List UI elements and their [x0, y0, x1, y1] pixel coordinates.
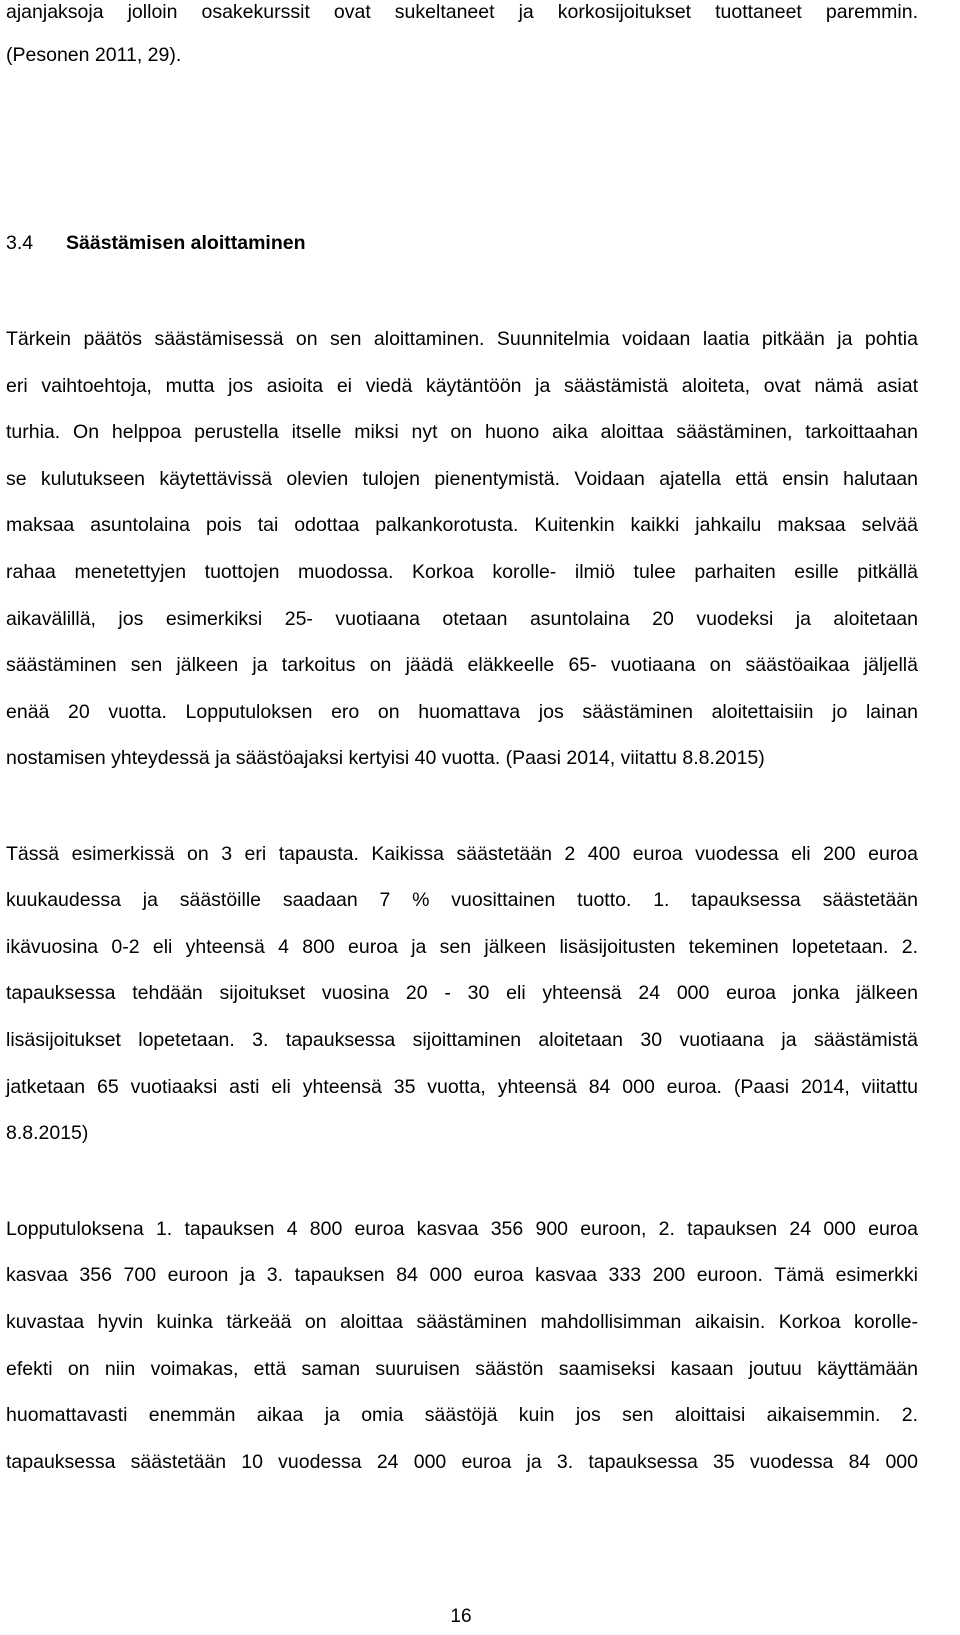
text-line: (Pesonen 2011, 29).: [6, 44, 182, 66]
text-line: efekti on niin voimakas, että saman suuruisen säästön saamiseksi kasaan joutuu käyttämään: [6, 1358, 918, 1380]
text-line: tapauksessa säästetään 10 vuodessa 24 000 euroa ja 3. tapauksessa 35 vuodessa 84 000: [6, 1451, 918, 1473]
text-line: ikävuosina 0-2 eli yhteensä 4 800 euroa ja sen jälkeen lisäsijoitusten tekeminen lopetetaan. 2.: [6, 936, 918, 958]
section-number: 3.4: [6, 232, 34, 254]
text-line: kuukaudessa ja säästöille saadaan 7 % vuosittainen tuotto. 1. tapauksessa säästetään: [6, 889, 918, 911]
text-line: Tärkein päätös säästämisessä on sen aloittaminen. Suunnitelmia voidaan laatia pitkään ja pohtia: [6, 328, 918, 350]
text-line: Tässä esimerkissä on 3 eri tapausta. Kaikissa säästetään 2 400 euroa vuodessa eli 200 euroa: [6, 843, 918, 865]
text-line: 8.8.2015): [6, 1122, 89, 1144]
text-line: aikavälillä, jos esimerkiksi 25- vuotiaana otetaan asuntolaina 20 vuodeksi ja aloitetaan: [6, 608, 918, 630]
text-line: turhia. On helppoa perustella itselle miksi nyt on huono aika aloittaa säästäminen, tarkoittaahan: [6, 421, 918, 443]
text-line: säästäminen sen jälkeen ja tarkoitus on jäädä eläkkeelle 65- vuotiaana on säästöaikaa jäljellä: [6, 654, 918, 676]
text-line: rahaa menetettyjen tuottojen muodossa. Korkoa korolle- ilmiö tulee parhaiten esille pitkällä: [6, 561, 918, 583]
section-title: Säästämisen aloittaminen: [66, 232, 306, 254]
text-line: enää 20 vuotta. Lopputuloksen ero on huomattava jos säästäminen aloitettaisiin jo lainan: [6, 701, 918, 723]
text-line: se kulutukseen käytettävissä olevien tulojen pienentymistä. Voidaan ajatella että ensin halutaan: [6, 468, 918, 490]
page-number: 16: [450, 1606, 472, 1627]
text-line: ajanjaksoja jolloin osakekurssit ovat sukeltaneet ja korkosijoitukset tuottaneet paremmin.: [6, 1, 918, 23]
section-heading: [6, 231, 306, 255]
text-line: eri vaihtoehtoja, mutta jos asioita ei viedä käytäntöön ja säästämistä aloiteta, ovat nämä asiat: [6, 375, 918, 397]
text-line: jatketaan 65 vuotiaaksi asti eli yhteensä 35 vuotta, yhteensä 84 000 euroa. (Paasi 2014, viitattu: [6, 1076, 918, 1098]
text-line: nostamisen yhteydessä ja säästöajaksi kertyisi 40 vuotta. (Paasi 2014, viitattu 8.8.2015): [6, 747, 765, 769]
text-line: tapauksessa tehdään sijoitukset vuosina 20 - 30 eli yhteensä 24 000 euroa jonka jälkeen: [6, 982, 918, 1004]
text-line: kuvastaa hyvin kuinka tärkeää on aloittaa säästäminen mahdollisimman aikaisin. Korkoa korolle-: [6, 1311, 918, 1333]
text-line: lisäsijoitukset lopetetaan. 3. tapauksessa sijoittaminen aloitetaan 30 vuotiaana ja säästämistä: [6, 1029, 918, 1051]
text-line: huomattavasti enemmän aikaa ja omia säästöjä kuin jos sen aloittaisi aikaisemmin. 2.: [6, 1404, 918, 1426]
text-line: maksaa asuntolaina pois tai odottaa palkankorotusta. Kuitenkin kaikki jahkailu maksaa selvää: [6, 514, 918, 536]
text-line: Lopputuloksena 1. tapauksen 4 800 euroa kasvaa 356 900 euroon, 2. tapauksen 24 000 euroa: [6, 1218, 918, 1240]
text-line: kasvaa 356 700 euroon ja 3. tapauksen 84 000 euroa kasvaa 333 200 euroon. Tämä esimerkki: [6, 1264, 918, 1286]
